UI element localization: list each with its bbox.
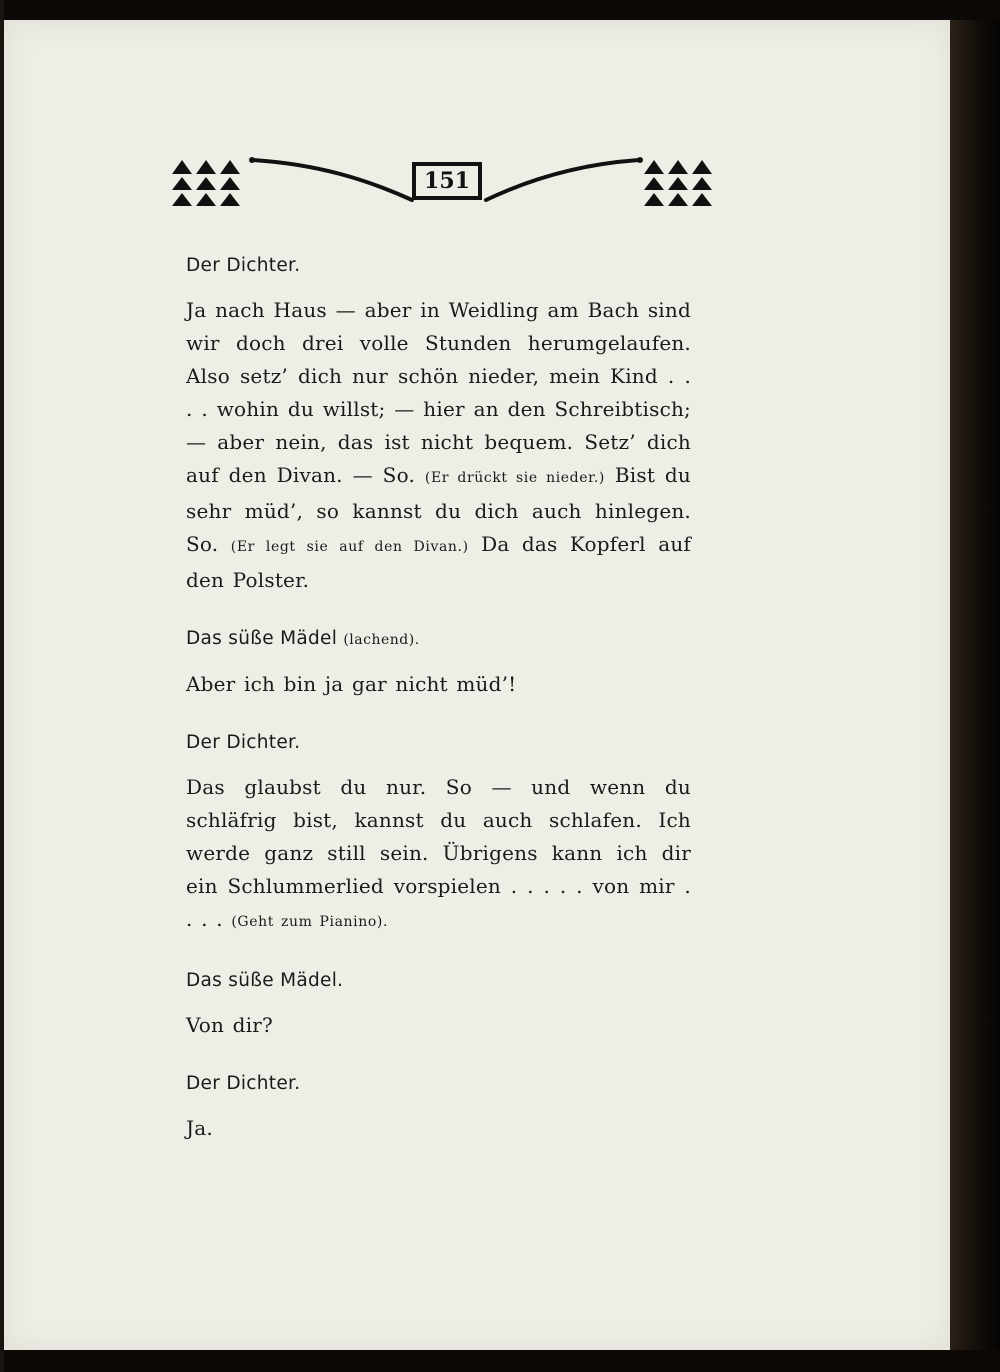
page-number: 151 [412, 162, 482, 200]
dialogue-block [186, 1068, 691, 1145]
play-text [186, 250, 691, 1171]
dialogue-block [186, 250, 691, 597]
stage-direction: (Er drückt sie nieder.) [424, 470, 605, 486]
speaker-name: Der Dichter. [186, 255, 301, 276]
stage-direction: (Er legt sie auf den Divan.) [230, 539, 469, 555]
dialogue-block [186, 965, 691, 1042]
speaker-name: Der Dichter. [186, 1073, 301, 1094]
book-spine [950, 20, 1000, 1350]
stage-direction: (lachend). [343, 632, 420, 648]
speech-text: Aber ich bin ja gar nicht müd’! [186, 672, 517, 696]
speaker-name: Das süße Mädel. [186, 970, 344, 991]
speech-text: Das glaubst du nur. So — und wenn du schläfrig bist, kannst du auch schlafen. Ich werde ganz still sein. Übrigens kann ich dir ein Schlummerlied vorspielen . . . . . von mir . . . . (Geht zum Pianino). [186, 775, 691, 931]
stage-direction: (Geht zum Pianino). [231, 914, 388, 930]
speech-text: Ja. [186, 1116, 213, 1140]
dialogue-block [186, 623, 691, 701]
speaker-name: Das süße Mädel (lachend). [186, 628, 420, 649]
page-header-ornament [168, 150, 728, 220]
dialogue-block [186, 727, 691, 939]
book-page [4, 20, 950, 1350]
speech-text: Von dir? [186, 1013, 273, 1037]
speech-text: Ja nach Haus — aber in Weidling am Bach sind wir doch drei volle Stunden herumgelaufen. Also setz’ dich nur schön nieder, mein Kind . . . . wohin du willst; — hier an den Schreibtisch; — aber nein, das ist nicht bequem. Setz’ dich auf den Divan. — So. (Er drückt sie nieder.) Bist du sehr müd’, so kannst du dich auch hinlegen. So. (Er legt sie auf den Divan.) Da das Kopferl auf den Polster. [186, 298, 692, 592]
speaker-name: Der Dichter. [186, 732, 301, 753]
